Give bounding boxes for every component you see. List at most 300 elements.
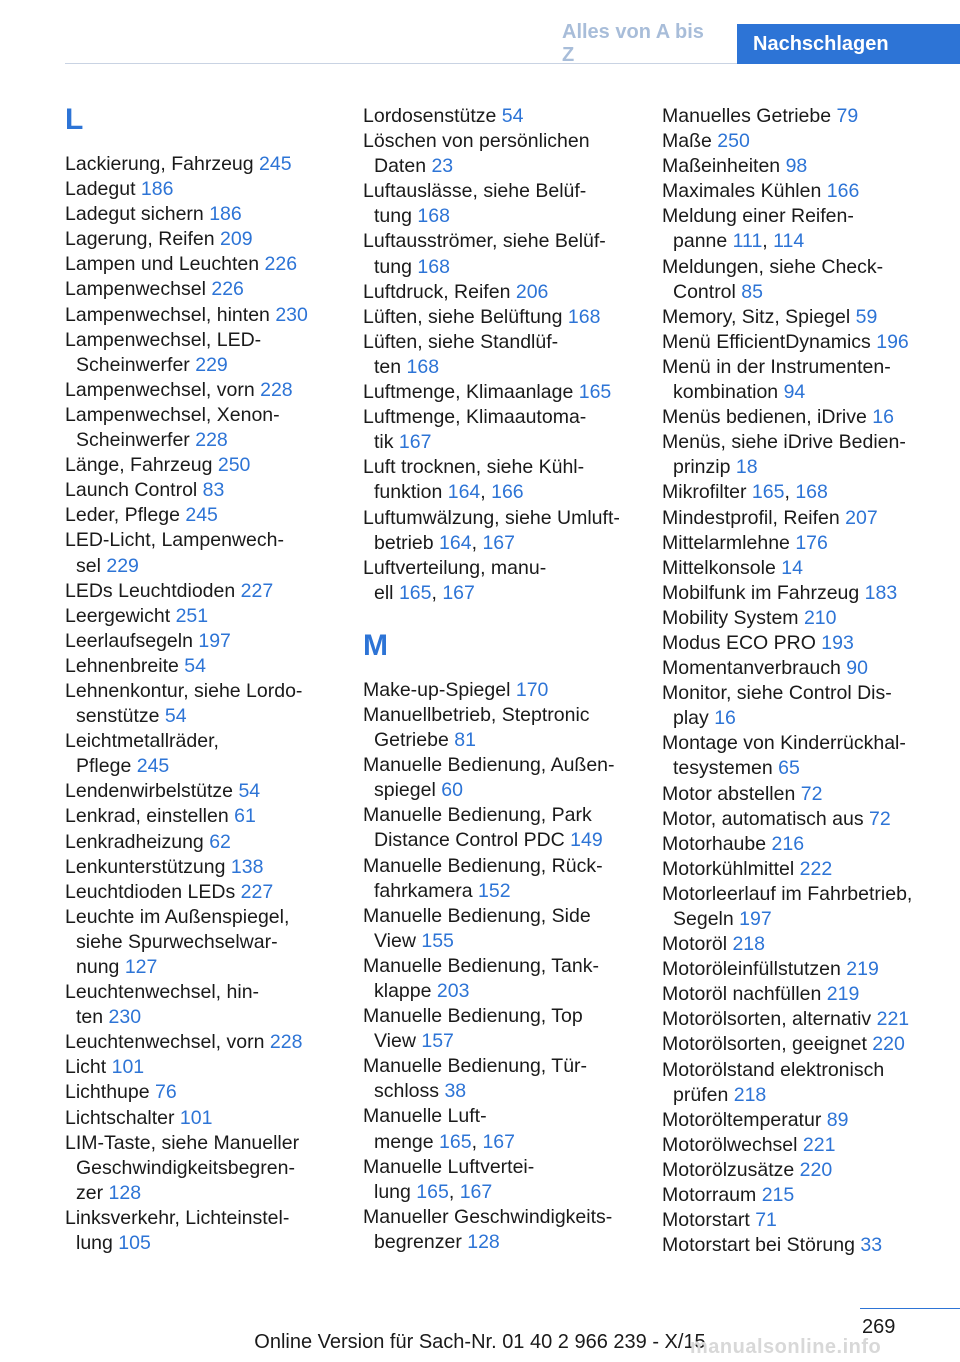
page-reference-link[interactable]: 176 (795, 531, 828, 554)
index-entry-term: Motoröl (662, 933, 733, 956)
page-reference-link[interactable]: 33 (860, 1234, 883, 1257)
page-reference-link[interactable]: 186 (209, 203, 242, 226)
index-entry-term: Manuelle Bedienung, Außen- (363, 754, 615, 777)
index-entry (363, 380, 633, 405)
page-reference-link[interactable]: 250 (717, 130, 750, 153)
page-reference-link[interactable]: 167 (459, 1180, 493, 1203)
index-entry-term: Lehnenbreite (65, 654, 185, 677)
index-entry-term: Linksverkehr, Lichteinstel- (65, 1206, 290, 1229)
page-separator: , (431, 581, 443, 604)
page-reference-link[interactable]: 165 (439, 1130, 472, 1153)
index-entry-term: Motorleerlauf im Fahrbetrieb, (662, 882, 913, 905)
page-reference-link[interactable]: 229 (106, 554, 139, 577)
index-entry-term: Menüs, siehe iDrive Bedien- (662, 431, 906, 454)
index-entry-term: sel (76, 554, 107, 577)
index-entry-term: Mindestprofil, Reifen (662, 506, 846, 529)
index-entry-term: tesystemen (673, 757, 779, 780)
page-reference-link[interactable]: 165 (578, 381, 612, 404)
index-entry-term: Lampenwechsel, hinten (65, 303, 276, 326)
page-reference-link[interactable]: 71 (755, 1209, 777, 1232)
page-reference-link[interactable]: 203 (436, 980, 470, 1002)
index-entry (662, 782, 956, 807)
page-reference-link[interactable]: 168 (417, 255, 450, 278)
index-entry (65, 277, 327, 302)
index-entry (662, 982, 956, 1007)
index-entry-term: siehe Spurwechselwar- (76, 930, 278, 953)
page-separator: , (480, 481, 492, 504)
index-entry (65, 177, 327, 202)
page-reference-link[interactable]: 72 (800, 782, 823, 805)
index-entry (662, 1183, 956, 1208)
index-entry (662, 104, 956, 129)
page-reference-link[interactable]: 186 (140, 178, 174, 201)
page-reference-link[interactable]: 197 (198, 629, 231, 652)
index-entry-term: Lehnenkontur, siehe Lordo- (65, 679, 303, 702)
page-reference-link[interactable]: 227 (240, 880, 274, 903)
index-entry-term: Leergewicht (65, 604, 176, 627)
index-entry (65, 830, 327, 855)
page-reference-link[interactable]: 23 (431, 155, 454, 178)
page-reference-link[interactable]: 167 (442, 581, 475, 604)
page-reference-link[interactable]: 59 (855, 305, 878, 328)
index-entry-term: ten (76, 1006, 109, 1029)
index-entry-term: Scheinwerfer (76, 353, 196, 376)
index-entry-term: Luft trocknen, siehe Kühl- (363, 456, 585, 479)
index-entry (662, 430, 956, 480)
index-entry-term: Motorölzusätze (662, 1158, 800, 1181)
index-entry-term: Ladegut sichern (65, 203, 210, 226)
index-entry (363, 506, 633, 556)
page-reference-link[interactable]: 105 (118, 1232, 151, 1255)
page-reference-link[interactable]: 76 (155, 1081, 177, 1104)
index-entry-term: panne (673, 230, 733, 253)
index-entry-term: Lampenwechsel, LED- (65, 328, 262, 351)
index-entry-term: Manuelle Bedienung, Rück- (363, 854, 603, 877)
index-entry-term: lung (76, 1232, 119, 1255)
page-reference-link[interactable]: 219 (826, 983, 860, 1006)
index-entry-term: klappe (374, 980, 437, 1002)
page-reference-link[interactable]: 168 (795, 481, 828, 504)
page-reference-link[interactable]: 167 (398, 431, 432, 454)
index-entry-term: Motorstart (662, 1209, 756, 1232)
index-entry-term: Leder, Pflege (65, 504, 186, 527)
page-reference-link[interactable]: 166 (826, 180, 860, 203)
page-reference-link[interactable]: 72 (869, 807, 891, 830)
page-reference-link[interactable]: 220 (799, 1158, 833, 1181)
index-entry (65, 1080, 327, 1105)
index-entry-term: Meldung einer Reifen- (662, 205, 854, 228)
index-entry-term: nung (76, 956, 125, 978)
index-entry (363, 280, 633, 305)
page-reference-link[interactable]: 168 (406, 355, 440, 378)
index-entry-term: LEDs Leuchtdioden (65, 579, 241, 602)
index-entry (363, 803, 633, 853)
index-entry (65, 1106, 327, 1131)
index-entry-term: schloss (374, 1080, 445, 1103)
index-entry (662, 882, 956, 932)
page-reference-link[interactable]: 220 (872, 1033, 905, 1056)
page-reference-link[interactable]: 83 (202, 479, 225, 502)
index-entry-term: LED-Licht, Lampenwech- (65, 529, 284, 552)
index-entry-term: Memory, Sitz, Spiegel (662, 305, 856, 328)
page-reference-link[interactable]: 14 (781, 556, 803, 579)
index-entry-term: Menüs bedienen, iDrive (662, 406, 873, 429)
page-reference-link[interactable]: 65 (778, 757, 800, 780)
page-reference-link[interactable]: 183 (864, 581, 898, 604)
index-entry-term: Geschwindigkeitsbegren- (76, 1156, 295, 1179)
index-entry-term: Pflege (76, 755, 137, 778)
page-reference-link[interactable]: 228 (195, 429, 228, 452)
page-reference-link[interactable]: 229 (195, 353, 228, 376)
index-entry-term: Control (673, 280, 742, 303)
index-entry-term: senstütze (76, 705, 165, 728)
index-column-2 (363, 104, 633, 1255)
index-entry (65, 403, 327, 453)
page-reference-link[interactable]: 218 (732, 933, 765, 956)
index-entry-term: Lenkrad, einstellen (65, 805, 235, 828)
index-entry (363, 1054, 633, 1104)
index-entry-term: Manuelles Getriebe (662, 105, 837, 127)
page-reference-link[interactable]: 227 (240, 579, 274, 602)
index-entry (363, 854, 633, 904)
page-reference-link[interactable]: 149 (570, 829, 603, 852)
page-reference-link[interactable]: 101 (111, 1056, 145, 1079)
index-entry-term: Distance Control PDC (374, 829, 571, 852)
page-reference-link[interactable]: 98 (785, 155, 808, 178)
page-number: 269 (862, 1316, 896, 1338)
index-entry (363, 556, 633, 606)
page-reference-link[interactable]: 38 (444, 1080, 467, 1103)
index-entry (65, 303, 327, 328)
page-separator: , (448, 1180, 460, 1203)
index-entry-term: Motor abstellen (662, 782, 801, 805)
index-entry-term: Lagerung, Reifen (65, 228, 221, 251)
index-entry (363, 904, 633, 954)
page-reference-link[interactable]: 16 (714, 707, 736, 730)
index-entry-term: Maße (662, 130, 718, 153)
index-entry-term: Luftmenge, Klimaanlage (363, 381, 579, 404)
index-entry (363, 405, 633, 455)
index-entry (662, 606, 956, 631)
index-entry (363, 1205, 633, 1255)
index-entry (363, 305, 633, 330)
index-entry (662, 405, 956, 430)
index-entry (662, 355, 956, 405)
page-reference-link[interactable]: 166 (491, 481, 524, 504)
index-entry (65, 152, 327, 177)
index-entry-term: Segeln (673, 908, 740, 930)
index-entry-term: prüfen (673, 1083, 734, 1106)
index-entry (363, 229, 633, 279)
index-entry-term: Motorkühlmittel (662, 857, 800, 880)
page-reference-link[interactable]: 90 (846, 657, 868, 680)
index-entry (662, 1158, 956, 1183)
page-reference-link[interactable]: 196 (876, 330, 909, 353)
page-reference-link[interactable]: 168 (417, 205, 450, 228)
page-reference-link[interactable]: 221 (876, 1008, 910, 1031)
index-column-1 (65, 104, 327, 1256)
index-entry (662, 1133, 956, 1158)
index-entry (65, 1030, 327, 1055)
index-entry-term: zer (76, 1181, 109, 1204)
page-reference-link[interactable]: 218 (733, 1083, 767, 1106)
index-entry-term: Maßeinheiten (662, 155, 786, 178)
page-reference-link[interactable]: 245 (259, 153, 292, 175)
index-entry-term: Mittelkonsole (662, 556, 782, 579)
index-entry-term: Motorölsorten, geeignet (662, 1033, 873, 1056)
page-reference-link[interactable]: 165 (416, 1180, 449, 1203)
page-reference-link[interactable]: 16 (872, 406, 894, 429)
header-section-label: Alles von A bis Z (562, 21, 704, 66)
index-entry-term: Manuelle Luftvertei- (363, 1155, 535, 1178)
watermark-logo: manualsonline.info (690, 1336, 882, 1358)
page-reference-link[interactable]: 251 (175, 604, 209, 627)
index-entry-term: Motorstart bei Störung (662, 1234, 861, 1257)
index-entry (662, 832, 956, 857)
page-reference-link[interactable]: 164 (447, 481, 481, 504)
index-entry (65, 779, 327, 804)
page-separator: , (762, 230, 774, 253)
page-reference-link[interactable]: 60 (441, 779, 463, 802)
index-entry (662, 204, 956, 254)
page-reference-link[interactable]: 245 (185, 504, 218, 527)
index-entry-term: Montage von Kinderrückhal- (662, 732, 906, 755)
page-reference-link[interactable]: 219 (846, 958, 879, 981)
index-entry-term: Maximales Kühlen (662, 180, 827, 203)
page-reference-link[interactable]: 209 (220, 228, 253, 251)
index-entry (65, 1055, 327, 1080)
page-reference-link[interactable]: 155 (421, 929, 454, 952)
page-reference-link[interactable]: 167 (482, 1130, 515, 1153)
page-reference-link[interactable]: 215 (761, 1184, 795, 1207)
index-entry-term: Ladegut (65, 178, 141, 201)
index-entry-term: Motorölwechsel (662, 1133, 803, 1156)
page-reference-link[interactable]: 230 (275, 303, 308, 326)
page-reference-link[interactable]: 18 (735, 456, 758, 479)
index-entry (662, 1032, 956, 1057)
index-entry (65, 855, 327, 880)
page-reference-link[interactable]: 157 (421, 1030, 454, 1053)
index-entry (662, 480, 956, 505)
page-reference-link[interactable]: 54 (501, 105, 524, 127)
page-reference-link[interactable]: 114 (773, 230, 805, 253)
index-entry-term: Mittelarmlehne (662, 531, 796, 554)
index-entry-term: Leerlaufsegeln (65, 629, 199, 652)
index-entry-term: Manuelle Bedienung, Side (363, 904, 591, 927)
page-reference-link[interactable]: 127 (124, 956, 158, 978)
page-reference-link[interactable]: 170 (515, 678, 549, 701)
page-reference-link[interactable]: 81 (454, 729, 476, 752)
page-reference-link[interactable]: 165 (398, 581, 432, 604)
page-reference-link[interactable]: 221 (802, 1133, 836, 1156)
index-entry (65, 202, 327, 227)
index-entry (65, 453, 327, 478)
index-entry-term: Manuelle Bedienung, Top (363, 1005, 583, 1028)
index-entry-term: Luftdruck, Reifen (363, 280, 516, 303)
page-reference-link[interactable]: 79 (836, 105, 859, 127)
index-entry-term: Lichthupe (65, 1081, 155, 1104)
index-entry (662, 330, 956, 355)
index-entry-term: Lampenwechsel (65, 278, 212, 301)
index-entry-term: Länge, Fahrzeug (65, 454, 218, 477)
index-entry-term: Luftverteilung, manu- (363, 556, 547, 579)
page-reference-link[interactable]: 61 (234, 805, 256, 828)
page-reference-link[interactable]: 138 (230, 855, 264, 878)
index-entry (65, 478, 327, 503)
page-reference-link[interactable]: 228 (269, 1031, 303, 1054)
index-entry-term: kombination (673, 381, 784, 404)
index-entry (65, 528, 327, 578)
page-reference-link[interactable]: 85 (741, 280, 763, 303)
index-entry (662, 681, 956, 731)
index-entry-term: Lampen und Leuchten (65, 253, 265, 276)
page-reference-link[interactable]: 222 (799, 857, 833, 880)
index-entry-term: Lampenwechsel, vorn (65, 378, 261, 401)
index-entry-term: Mobilfunk im Fahrzeug (662, 581, 865, 604)
index-entry (662, 731, 956, 781)
index-entry (65, 804, 327, 829)
index-entry-term: Manuelle Bedienung, Park (363, 804, 592, 827)
index-entry (65, 729, 327, 779)
index-entry-term: Motorraum (662, 1184, 762, 1207)
index-entry-term: Lenkunterstützung (65, 855, 231, 878)
index-entry (363, 104, 633, 129)
index-entry-term: Motorölstand elektronisch (662, 1058, 885, 1081)
index-entry-term: fahrkamera (374, 879, 479, 902)
index-entry-term: Modus ECO PRO (662, 631, 822, 654)
page-reference-link[interactable]: 226 (211, 278, 244, 301)
index-entry-term: Manuelle Luft- (363, 1105, 487, 1128)
page-reference-link[interactable]: 210 (803, 606, 837, 629)
index-entry (662, 1108, 956, 1133)
index-entry (65, 503, 327, 528)
index-entry-term: Luftmenge, Klimaautoma- (363, 406, 587, 429)
page-reference-link[interactable]: 245 (136, 755, 170, 778)
index-entry-term: ten (374, 355, 407, 378)
index-entry (662, 1007, 956, 1032)
page-reference-link[interactable]: 216 (771, 832, 805, 855)
index-entry-term: Luftauslässe, siehe Belüf- (363, 180, 587, 203)
page-reference-link[interactable]: 111 (732, 230, 763, 253)
page-separator: , (471, 1130, 483, 1153)
page-reference-link[interactable]: 54 (238, 780, 261, 803)
section-letter: M (363, 628, 388, 662)
page-reference-link[interactable]: 101 (179, 1106, 213, 1129)
index-entry (662, 656, 956, 681)
index-entry (363, 1155, 633, 1205)
index-entry-term: Menü in der Instrumenten- (662, 355, 891, 378)
index-entry-term: tik (374, 431, 399, 454)
page-reference-link[interactable]: 62 (209, 830, 231, 853)
index-entry (65, 604, 327, 629)
index-entry-term: betrieb (374, 531, 440, 554)
page-reference-link[interactable]: 226 (264, 253, 298, 276)
index-entry (662, 556, 956, 581)
index-entry (363, 330, 633, 380)
page-reference-link[interactable]: 167 (482, 531, 515, 554)
page-reference-link[interactable]: 54 (184, 654, 206, 677)
index-entry (65, 579, 327, 604)
page-reference-link[interactable]: 164 (439, 531, 472, 554)
page-reference-link[interactable]: 152 (478, 879, 511, 902)
index-entry (363, 1004, 633, 1054)
page-reference-link[interactable]: 94 (783, 381, 806, 404)
index-entry (363, 1104, 633, 1154)
page-reference-link[interactable]: 165 (751, 481, 785, 504)
page-reference-link[interactable]: 197 (739, 908, 772, 930)
index-entry (662, 179, 956, 204)
page-reference-link[interactable]: 54 (164, 705, 187, 728)
index-entry-term: play (673, 707, 715, 730)
index-entry-term: Momentanverbrauch (662, 657, 847, 680)
index-entry-term: prinzip (673, 456, 736, 479)
index-entry (363, 703, 633, 753)
index-entry (662, 807, 956, 832)
index-entry (363, 179, 633, 229)
index-entry-term: LIM-Taste, siehe Manueller (65, 1131, 300, 1154)
index-entry-term: Licht (65, 1056, 112, 1079)
page-separator: , (784, 481, 796, 504)
page-reference-link[interactable]: 168 (567, 305, 601, 328)
index-entry-term: Daten (374, 155, 432, 178)
index-entry-term: Leuchtenwechsel, hin- (65, 981, 260, 1004)
index-entry (662, 255, 956, 305)
index-entry-term: funktion (374, 481, 448, 504)
index-entry-term: Lampenwechsel, Xenon- (65, 403, 280, 426)
page-reference-link[interactable]: 228 (260, 378, 293, 401)
index-entry (662, 857, 956, 882)
footer-rule (860, 1308, 960, 1309)
index-entry (662, 305, 956, 330)
page-reference-link[interactable]: 128 (108, 1181, 142, 1204)
index-entry-term: Lenkradheizung (65, 830, 210, 853)
index-entry (363, 954, 633, 1004)
index-entry-term: lung (374, 1180, 417, 1203)
index-entry-term: Lackierung, Fahrzeug (65, 153, 260, 175)
page-reference-link[interactable]: 206 (515, 280, 549, 303)
index-entry-term: Getriebe (374, 729, 455, 752)
header-chapter-tab: Nachschlagen (737, 24, 960, 64)
index-entry-term: Leuchtenwechsel, vorn (65, 1031, 270, 1054)
index-entry-term: Manueller Geschwindigkeits- (363, 1205, 613, 1228)
index-entry (662, 1058, 956, 1108)
index-entry-term: Motoröleinfüllstutzen (662, 958, 847, 981)
index-entry (65, 328, 327, 378)
index-entry (662, 129, 956, 154)
page-reference-link[interactable]: 193 (821, 631, 854, 654)
index-entry-term: Motorölsorten, alternativ (662, 1008, 877, 1031)
index-entry-term: Motoröltemperatur (662, 1108, 827, 1131)
index-entry (662, 581, 956, 606)
page-reference-link[interactable]: 128 (467, 1230, 500, 1253)
page-reference-link[interactable]: 89 (826, 1108, 849, 1131)
footer-text: Online Version für Sach-Nr. 01 40 2 966 239 - X/15 (254, 1331, 706, 1353)
index-entry-term: Monitor, siehe Control Dis- (662, 682, 892, 705)
index-entry-term: Motor, automatisch aus (662, 807, 870, 830)
index-entry-term: Menü EfficientDynamics (662, 330, 877, 353)
page-reference-link[interactable]: 230 (108, 1006, 142, 1029)
page-reference-link[interactable]: 250 (217, 454, 251, 477)
index-entry-term: tung (374, 255, 418, 278)
index-entry-term: Lordosenstütze (363, 105, 502, 127)
page-reference-link[interactable]: 207 (845, 506, 878, 529)
index-column-3 (662, 104, 956, 1258)
index-entry (662, 531, 956, 556)
index-entry (65, 880, 327, 905)
index-entry-term: Lüften, siehe Belüftung (363, 305, 568, 328)
index-entry (363, 678, 633, 703)
index-entry (65, 980, 327, 1030)
